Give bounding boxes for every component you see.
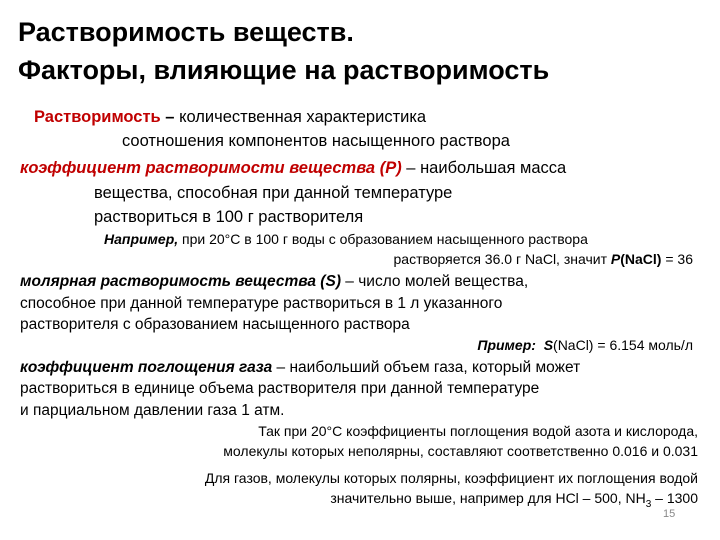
- molar-term: молярная растворимость вещества (S): [20, 273, 341, 290]
- nonpolar-note-line-1: Так при 20°C коэффициенты поглощения водой азота и кислорода,: [258, 423, 698, 439]
- polar-note-line-1: Для газов, молекулы которых полярны, коэффициент их поглощения водой: [204, 470, 698, 486]
- gas-definition-line-2: раствориться в единице объема растворителя при данной температуре: [20, 380, 540, 397]
- molar-definition-line-2: способное при данной температуре раствориться в 1 л указанного: [20, 295, 503, 312]
- example-2: Пример: S(NaCl) = 6.154 моль/л: [477, 337, 693, 353]
- example-1-line-1: Например, при 20°C в 100 г воды с образованием насыщенного раствора: [104, 231, 588, 247]
- coefficient-term: коэффициент растворимости вещества (P): [20, 159, 402, 177]
- solubility-definition-line-2: соотношения компонентов насыщенного раствора: [122, 132, 510, 150]
- solubility-term: Растворимость: [34, 108, 161, 126]
- gas-definition-text: – наибольший объем газа, который может: [272, 359, 581, 376]
- nonpolar-note-line-2: молекулы которых неполярны, составляют соответственно 0.016 и 0.031: [223, 443, 698, 459]
- example-1-label: Например,: [104, 231, 179, 247]
- solubility-dash: –: [160, 108, 180, 126]
- slide-title-line-1: Растворимость веществ.: [18, 17, 354, 47]
- solubility-definition-text: количественная характеристика: [179, 108, 427, 126]
- example-1-line-2: растворяется 36.0 г NaCl, значит P(NaCl) = 36: [393, 251, 693, 267]
- molar-definition-text: – число молей вещества,: [340, 273, 529, 290]
- symbol-s: S: [543, 337, 554, 353]
- coefficient-definition-text: – наибольшая масса: [401, 159, 567, 177]
- slide-title-line-2: Факторы, влияющие на растворимость: [18, 55, 550, 85]
- gas-definition-line-3: и парциальном давлении газа 1 атм.: [20, 402, 285, 419]
- molar-definition-line-3: растворителя с образованием насыщенного раствора: [20, 316, 410, 333]
- molar-definition-line-1: [20, 271, 528, 292]
- formula-nacl: (NaCl): [620, 251, 662, 267]
- symbol-p: P: [610, 251, 621, 267]
- coefficient-definition-line-2: вещества, способная при данной температуре: [94, 184, 453, 202]
- gas-definition-line-1: [20, 357, 580, 378]
- solubility-definition-line-1: [34, 106, 426, 128]
- gas-term: коэффициент поглощения газа: [20, 359, 273, 376]
- subscript-3: 3: [645, 498, 652, 510]
- page-number: 15: [663, 508, 676, 520]
- coefficient-definition-line-1: [20, 157, 566, 179]
- polar-note-line-2: значительно выше, например для HCl – 500, $NH_3 - 1300$: [330, 490, 698, 510]
- example-2-label: Пример:: [477, 337, 536, 353]
- coefficient-definition-line-3: раствориться в 100 г растворителя: [94, 208, 364, 226]
